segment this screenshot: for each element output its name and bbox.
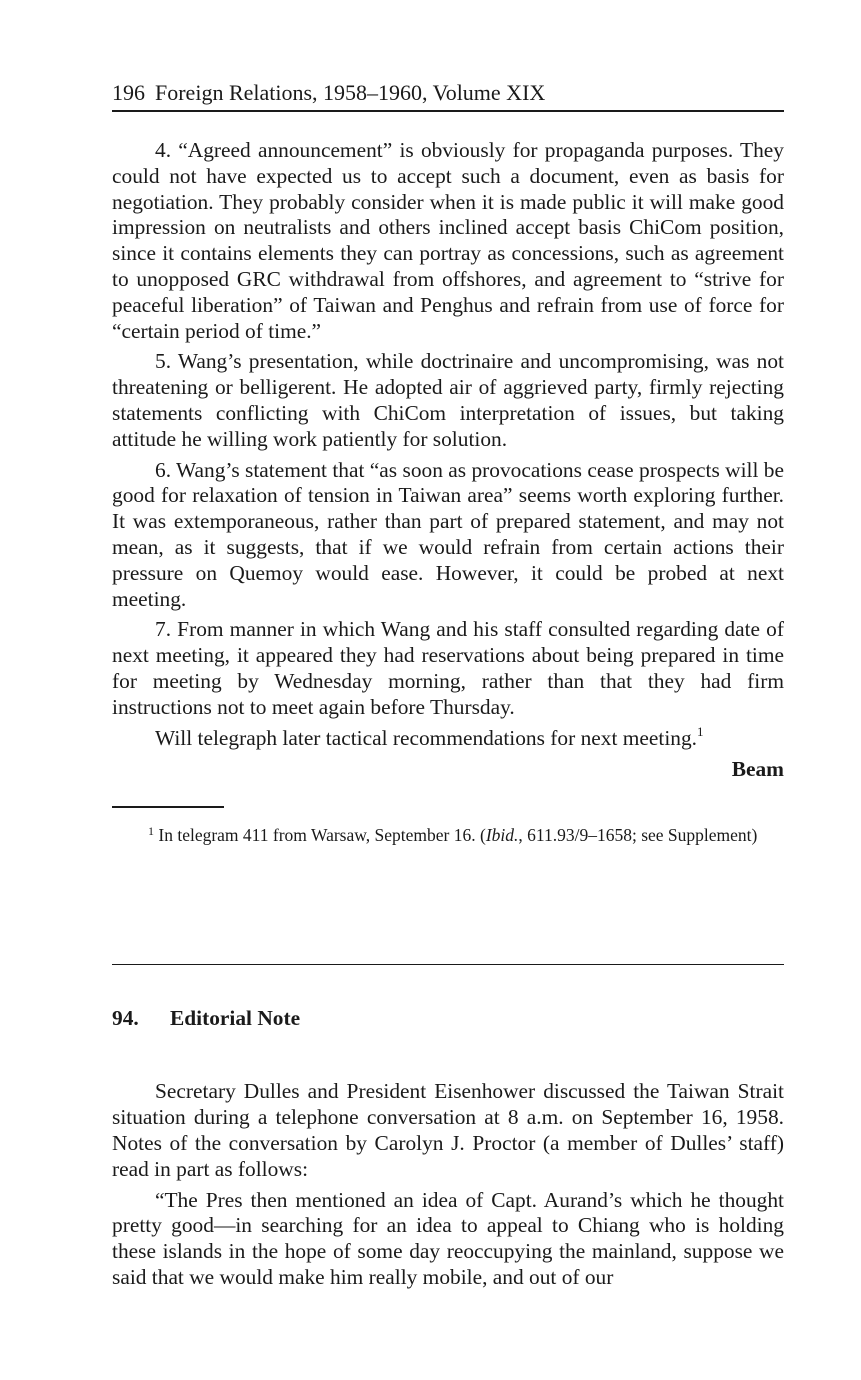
footnote-marker: 1 [148,824,154,839]
editorial-note-body [112,1079,784,1290]
paragraph-7: 7. From manner in which Wang and his staff consulted regarding date of next meeting, it appeared they had reservations about being prepared in time for meeting by Wednesday morning, rather than that they had firm instructions not to meet again before Thursday. [112,617,784,719]
editorial-paragraph-2: “The Pres then mentioned an idea of Capt. Aurand’s which he thought pretty good—in searching for an idea to appeal to Chiang who is holding these islands in the hope of some day reoccupying the mainland, suppose we said that we would make him really mobile, and out of our [112,1187,784,1289]
page-number: 196 [112,80,145,105]
footnote-text-start: In telegram 411 from Warsaw, September 16. ( [158,825,486,846]
editorial-paragraph-1: Secretary Dulles and President Eisenhower discussed the Taiwan Strait situation during a telephone conversation at 8 a.m. on September 16, 1958. Notes of the conversation by Carolyn J. Proctor (a member of Dulles’ staff) read in part as follows: [112,1079,784,1181]
footnote-ibid: Ibid. [485,825,519,846]
footnote-divider [112,806,224,808]
telegram-body [112,138,784,782]
section-divider [112,964,784,965]
paragraph-5: 5. Wang’s presentation, while doctrinaire and uncompromising, was not threatening or belligerent. He adopted air of aggrieved party, firmly rejecting statements conflicting with ChiCom interpretation of issues, but taking attitude he willing work patiently for solution. [112,349,784,451]
paragraph-6: 6. Wang’s statement that “as soon as provocations cease prospects will be good for relaxation of tension in Taiwan area” seems worth exploring further. It was extemporaneous, rather than part of prepared statement, and may not mean, as it suggests, that if we would refrain from certain actions their pressure on Quemoy would ease. However, it could be probed at next meeting. [112,457,784,611]
closing-paragraph [112,723,784,752]
signature: Beam [731,757,784,782]
document-title: Editorial Note [170,1006,301,1031]
volume-title: Foreign Relations, 1958–1960, Volume XIX [155,80,546,105]
footnote-reference: 1 [697,723,704,739]
paragraph-4: 4. “Agreed announcement” is obviously for propaganda purposes. They could not have expected us to accept such a document, even as basis for negotiation. They probably consider when it is made public it will make good impression on neutralists and others inclined accept basis ChiCom position, since it contains elements they can portray as concessions, such as agreement to unopposed GRC withdrawal from offshores, and agreement to “strive for peaceful liberation” of Taiwan and Penghus and refrain from use of force for “certain period of time.” [112,138,784,343]
footnote [148,820,784,846]
document-heading [112,1005,784,1031]
closing-line: Will telegraph later tactical recommendations for next meeting. [155,725,698,750]
footnote-text-end: , 611.93/9–1658; see Supplement) [518,825,758,846]
running-head [112,78,784,112]
document-number: 94. [112,1006,139,1031]
document-page [112,78,784,1296]
